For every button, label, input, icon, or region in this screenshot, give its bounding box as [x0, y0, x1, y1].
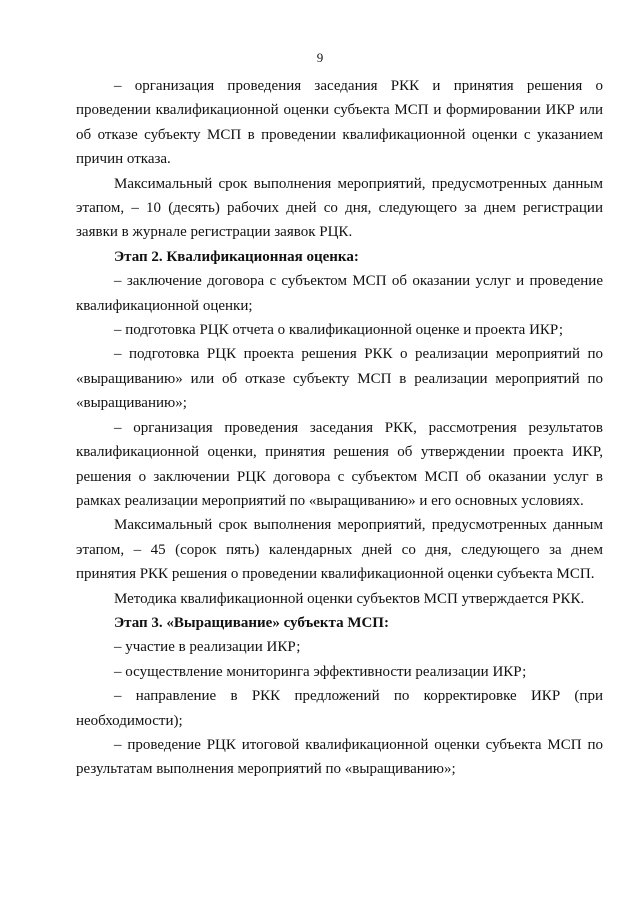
- paragraph-8: Максимальный срок выполнения мероприятий, предусмотренных данным этапом, – 45 (сорок пять) календарных дней со дня, следующего за днем принятия РКК решения о проведении квалификационной оценки субъекта МСП.: [76, 517, 603, 583]
- stage-3-heading: Этап 3. «Выращивание» субъекта МСП:: [114, 614, 389, 631]
- body-text: [76, 74, 603, 782]
- paragraph-11: – участие в реализации ИКР;: [114, 639, 301, 656]
- paragraph-7: – организация проведения заседания РКК, рассмотрения результатов квалификационной оценки, принятия решения об утверждении проекта ИКР, решения о заключении РЦК договора с субъектом МСП об оказании услуг в рамках реализации мероприятий по «выращиванию» и его основных условиях.: [76, 419, 603, 509]
- paragraph-2: Максимальный срок выполнения мероприятий, предусмотренных данным этапом, – 10 (десять) рабочих дней со дня, следующего за днем регистрации заявки в журнале регистрации заявок РЦК.: [76, 175, 603, 241]
- paragraph-5: – подготовка РЦК отчета о квалификационной оценке и проекта ИКР;: [114, 322, 563, 339]
- paragraph-14: – проведение РЦК итоговой квалификационной оценки субъекта МСП по результатам выполнения мероприятий по «выращиванию»;: [76, 736, 603, 778]
- paragraph-4: – заключение договора с субъектом МСП об оказании услуг и проведение квалификационной оценки;: [76, 273, 603, 314]
- paragraph-1: – организация проведения заседания РКК и принятия решения о проведении квалификационной оценки субъекта МСП и формировании ИКР или об отказе субъекту МСП в проведении квалификационной оценки с указанием причин отказа.: [76, 78, 603, 168]
- paragraph-12: – осуществление мониторинга эффективности реализации ИКР;: [114, 663, 527, 680]
- paragraph-6: – подготовка РЦК проекта решения РКК о реализации мероприятий по «выращиванию» или об отказе субъекту МСП в реализации мероприятий по «выращиванию»;: [76, 346, 603, 412]
- stage-2-heading: Этап 2. Квалификационная оценка:: [114, 248, 359, 265]
- page-number: 9: [316, 50, 324, 65]
- paragraph-9: Методика квалификационной оценки субъектов МСП утверждается РКК.: [114, 590, 585, 607]
- paragraph-13: – направление в РКК предложений по корректировке ИКР (при необходимости);: [76, 688, 603, 729]
